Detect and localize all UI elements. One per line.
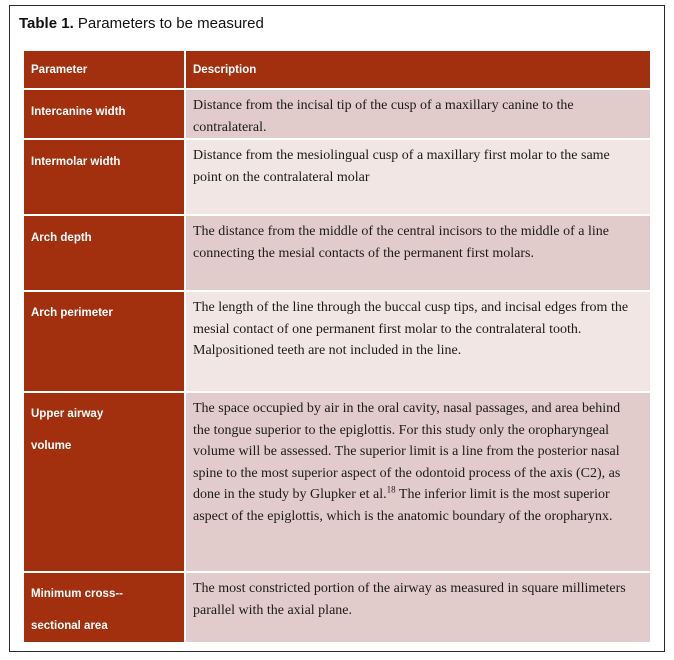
parameter-name-line2: sectional area <box>31 620 108 632</box>
parameter-name: Intercanine width <box>31 106 126 118</box>
description-cell: Distance from the incisal tip of the cusp of a maxillary canine to the contralateral. <box>184 90 650 138</box>
parameter-name-line2: volume <box>31 440 72 452</box>
parameter-cell <box>24 90 184 138</box>
description-cell: The length of the line through the buccal cusp tips, and incisal edges from the mesial contact of one permanent first molar to the contralateral tooth. Malpositioned teeth are not included in the line. <box>184 292 650 391</box>
parameter-cell <box>24 140 184 214</box>
parameter-name: Arch depth <box>31 232 92 244</box>
parameter-cell <box>24 393 184 571</box>
header-row <box>24 51 650 88</box>
table-caption <box>19 15 264 32</box>
citation-superscript: 18 <box>386 484 396 495</box>
parameter-cell <box>24 292 184 391</box>
parameter-name: Intermolar width <box>31 156 121 168</box>
table-row <box>24 90 650 138</box>
parameter-name: Arch perimeter <box>31 307 113 319</box>
parameters-table <box>24 49 650 644</box>
table-row <box>24 393 650 571</box>
description-cell: The distance from the middle of the central incisors to the middle of a line connecting the mesial contacts of the permanent first molars. <box>184 216 650 290</box>
description-text: The space occupied by air in the oral cavity, nasal passages, and area behind the tongue superior to the epiglottis. For this study only the oropharyngeal volume will be assessed. The superior limit is a line from the posterior nasal spine to the most superior aspect of the odontoid process of the axis (C2), as done in the study by Glupker et al. <box>193 401 621 502</box>
table-row <box>24 216 650 290</box>
description-cell <box>184 393 650 571</box>
caption-text: Parameters to be measured <box>73 15 264 32</box>
table-row <box>24 140 650 214</box>
table-row <box>24 573 650 642</box>
table-row <box>24 292 650 391</box>
caption-label: Table 1. <box>19 15 74 32</box>
parameter-name-line1: Minimum cross-- <box>31 588 124 600</box>
description-text-continued: The inferior limit is the most superior aspect of the epiglottis, which is the anatomic boundary of the oropharynx. <box>193 487 613 524</box>
parameter-cell <box>24 573 184 642</box>
description-cell: Distance from the mesiolingual cusp of a maxillary first molar to the same point on the contralateral molar <box>184 140 650 214</box>
header-description: Description <box>184 51 650 88</box>
description-cell: The most constricted portion of the airway as measured in square millimeters parallel with the axial plane. <box>184 573 650 642</box>
parameter-name-line1: Upper airway <box>31 408 104 420</box>
header-parameter: Parameter <box>24 51 184 88</box>
parameter-cell <box>24 216 184 290</box>
